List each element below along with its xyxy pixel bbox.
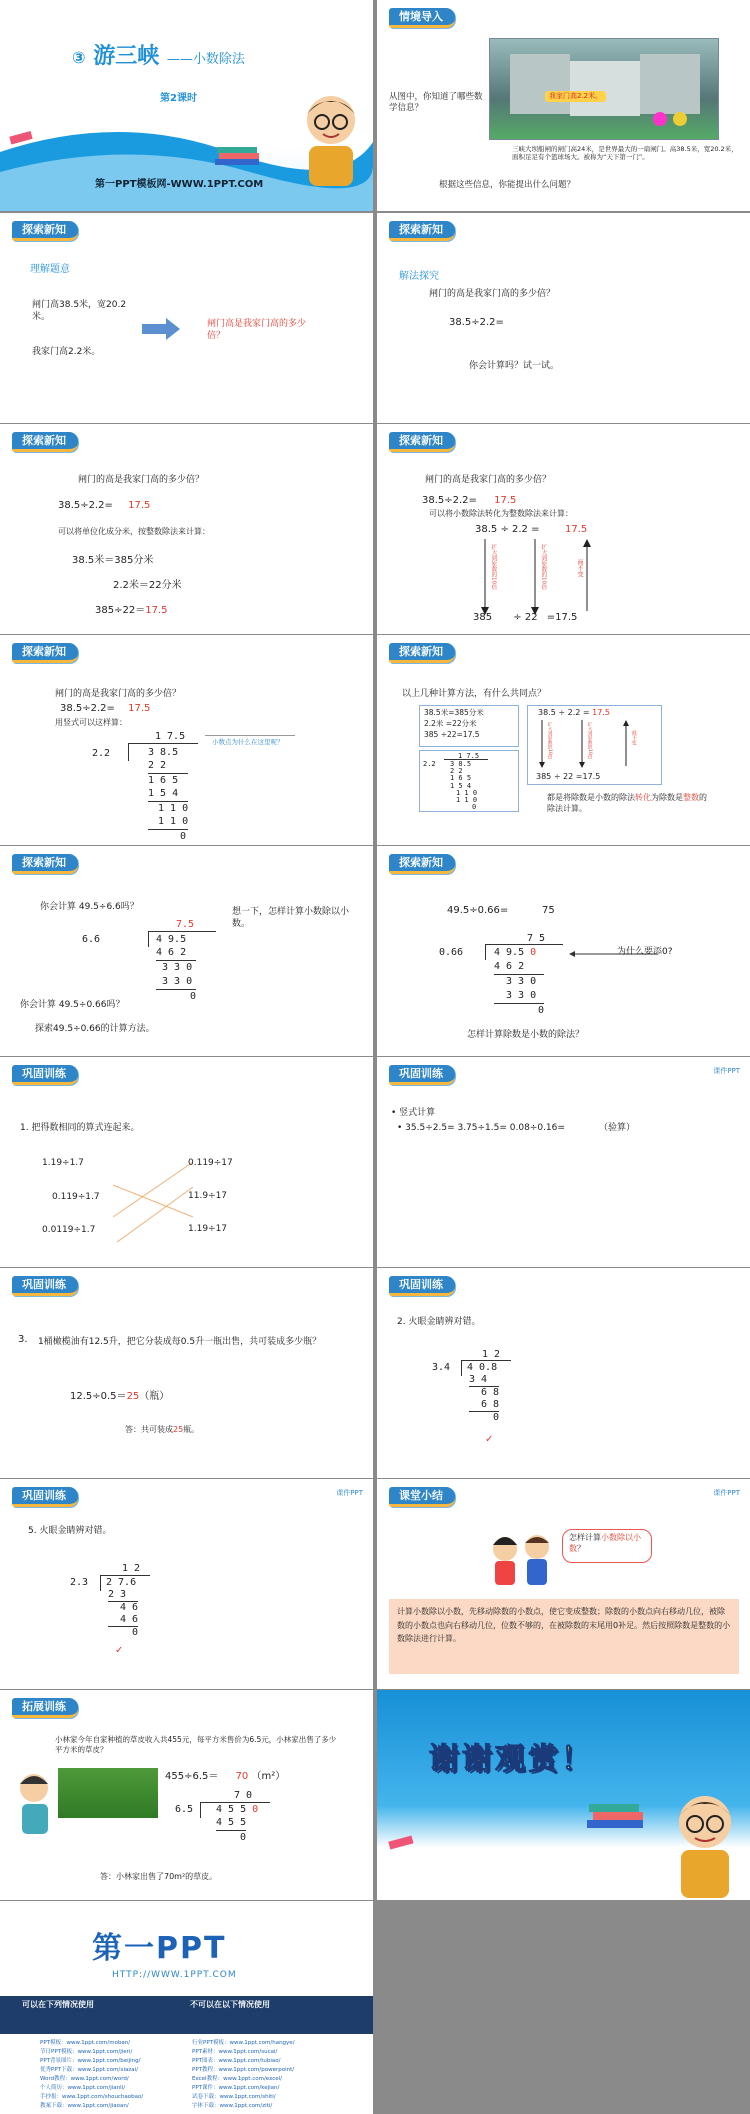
question-2: 你会计算 49.5÷0.66吗？ [20, 1000, 125, 1010]
step-row: 6 8 [481, 1387, 500, 1398]
method-box-1 [419, 705, 519, 747]
question-text: 闸门高是我家门高的多少倍？ [207, 319, 307, 342]
answer: 17.5 [494, 495, 517, 506]
method-line: 385 ÷22=17.5 [424, 729, 480, 739]
brand-url: HTTP://WWW.1PPT.COM [112, 1970, 237, 1980]
answer: 17.5 [592, 708, 610, 717]
section-badge: 巩固训练 [389, 1065, 455, 1085]
items-text: 35.5÷2.5= 3.75÷1.5= 0.08÷0.16= [405, 1123, 565, 1133]
left-expression[interactable]: 1.19÷1.7 [42, 1158, 84, 1168]
slide-8-compare [377, 635, 750, 845]
usage-banner [0, 1996, 373, 2034]
section-badge: 情境导入 [389, 8, 455, 28]
link-list-left [40, 2039, 143, 2111]
slide-7-long-division [0, 635, 373, 845]
speech-bubble [562, 1529, 652, 1563]
step-row: 1 1 0 [456, 788, 478, 797]
section-heading: 解法探究 [399, 271, 439, 282]
divisor: 2.2 [423, 760, 436, 768]
usage-forbidden: 不可以在以下情况使用 [190, 2000, 270, 2009]
expression: 38.5÷2.2= [58, 500, 113, 511]
step-row: 3 3 0 [156, 975, 196, 990]
section-badge: 探索新知 [12, 221, 78, 241]
books-icon [587, 1800, 652, 1840]
answer: 70 [235, 1771, 249, 1782]
answer-sentence: 答：小林家出售了70m²的草皮。 [100, 1872, 218, 1881]
resource-link[interactable]: Word教程：www.1ppt.com/word/ [40, 2076, 129, 2082]
footer-url: 第一PPT模板网-WWW.1PPT.COM [95, 179, 264, 190]
section-badge: 探索新知 [389, 432, 455, 452]
step-row: 2 2 [148, 759, 188, 774]
resource-link[interactable]: 优秀PPT下载：www.1ppt.com/xiazai/ [40, 2067, 139, 2073]
link-list-right [192, 2039, 295, 2111]
section-badge: 探索新知 [389, 221, 455, 241]
watermark: 课件PPT [336, 1489, 363, 1497]
integer-expression: 385÷22＝ [95, 605, 146, 616]
summary-question: 怎样计算除数是小数的除法？ [467, 1030, 585, 1040]
method-note: 用竖式可以这样算： [55, 718, 127, 727]
label-scale-1: 扩大到原数的10倍 [547, 722, 553, 760]
exercise-prompt: 5. 火眼金睛辨对错。 [28, 1526, 112, 1536]
step-row: 0 [180, 830, 187, 842]
slide-title: 游三峡 [93, 44, 160, 69]
expression: 455÷6.5＝ [165, 1771, 219, 1782]
label-scale-2: 扩大到原数的10倍 [587, 722, 593, 760]
quotient: 1 7.5 [458, 752, 480, 760]
conversion-1: 38.5米＝385分米 [72, 555, 154, 566]
scaled-result: =17.5 [546, 612, 578, 623]
label-scale-1: 扩大到原数的10倍 [490, 544, 497, 590]
bubble-keyword: 小数除以小数 [569, 1533, 641, 1553]
conclusion-keyword: 整数 [683, 793, 699, 802]
boy-icon [667, 1788, 745, 1900]
slide-16-summary [377, 1479, 750, 1689]
section-badge: 探索新知 [389, 854, 455, 874]
exercise-prompt: 2. 火眼金睛辨对错。 [397, 1317, 481, 1327]
section-badge: 巩固训练 [12, 1065, 78, 1085]
slide-19-credits [0, 1901, 373, 2114]
divisor: 6.5 [175, 1804, 194, 1815]
boy-icon [295, 88, 367, 198]
resource-link[interactable]: 节日PPT模板：www.1ppt.com/jieri/ [40, 2049, 133, 2055]
resource-link[interactable]: 手抄报：www.1ppt.com/shouchaobao/ [40, 2094, 144, 2100]
answer: 75 [542, 905, 555, 916]
exercise-items: • 35.5÷2.5= 3.75÷1.5= 0.08÷0.16= [397, 1123, 565, 1133]
step-row: 6 8 [469, 1399, 499, 1412]
intro-question: 从图中，你知道了哪些数学信息？ [389, 92, 483, 114]
resource-link[interactable]: Excel教程：www.1ppt.com/excel/ [192, 2076, 283, 2082]
conclusion-keyword: 转化 [635, 793, 651, 802]
expression: 38.5÷2.2= [449, 317, 504, 328]
step-row: 2 2 [450, 767, 463, 775]
step-row: 1 6 5 [450, 774, 472, 783]
think-prompt: 想一下，怎样计算小数除以小数。 [232, 907, 350, 930]
resource-link[interactable]: 行业PPT模板：www.1ppt.com/hangye/ [192, 2040, 295, 2046]
slide-5-unit-conversion [0, 424, 373, 634]
slide-15-error-check [0, 1479, 373, 1689]
summary-box [389, 1599, 739, 1674]
bullet-heading: • 竖式计算 [391, 1108, 436, 1118]
intro-prompt: 根据这些信息，你能提出什么问题？ [439, 180, 576, 190]
question-text: 闸门的高是我家门高的多少倍？ [55, 689, 182, 699]
slide-2-intro [377, 0, 750, 211]
known-fact-1: 闸门高38.5米，宽20.2米。 [32, 300, 127, 323]
dam-info: 三峡大坝船闸的闸门高24米，是世界最大的一扇闸门。高38.5米，宽20.2米，面积足足有个篮球场大。被称为“天下第一门”。 [512, 145, 738, 162]
step-row: 0 [538, 1005, 545, 1016]
question-text: 以上几种计算方法，有什么共同点？ [402, 689, 547, 699]
question-text: 闸门的高是我家门高的多少倍？ [425, 475, 552, 485]
divisor: 0.66 [439, 947, 464, 958]
quotient: 7 5 [527, 933, 546, 944]
try-prompt: 你会计算吗？试一试。 [469, 361, 560, 371]
decimal-point-note: 小数点为什么在这里呢？ [212, 738, 284, 746]
dam-photo [489, 38, 719, 140]
bullet-text: 竖式计算 [399, 1108, 436, 1118]
problem-text: 1桶橄榄油有12.5升，把它分装成每0.5升一瓶出售，共可装成多少瓶？ [38, 1337, 322, 1347]
lesson-number: ③ [72, 48, 86, 67]
expression: 38.5 ÷ 2.2 = [538, 708, 590, 717]
divisor: 3.4 [432, 1362, 451, 1373]
label-quotient: 商不变 [576, 559, 584, 577]
check-mark: ✓ [115, 1645, 124, 1656]
step-row: 4 5 5 [216, 1816, 246, 1831]
step-row: 3 3 0 [162, 962, 193, 973]
pencil-icon [387, 1835, 421, 1851]
thanks-text: 谢谢观赏！ [429, 1742, 594, 1777]
expression: 38.5÷2.2= [422, 495, 477, 506]
section-badge: 巩固训练 [12, 1276, 78, 1296]
method-box-2 [527, 705, 662, 785]
method-line: 2.2米 =22分米 [424, 718, 477, 728]
resource-link[interactable]: PPT素材：www.1ppt.com/sucai/ [192, 2049, 278, 2055]
dam-gate-icon [490, 39, 720, 141]
dividend: 4 0.8 [467, 1362, 498, 1373]
problem-text: 小林家今年自家种植的草皮收入共455元，每平方米售价为6.5元，小林家出售了多少平方米的草皮？ [55, 1735, 337, 1755]
arrow-right-icon [142, 318, 182, 340]
slide-9-practice [0, 846, 373, 1056]
label-scale-2: 扩大到原数的10倍 [540, 544, 547, 590]
label-quotient: 商不变 [630, 730, 637, 745]
step-row: 3 4 [469, 1374, 499, 1387]
expression: 38.5÷2.2= [60, 703, 115, 714]
expression: 49.5÷0.66= [447, 905, 509, 916]
resource-link[interactable]: PPT教程：www.1ppt.com/powerpoint/ [192, 2067, 295, 2073]
appended-zero: 0 [252, 1804, 259, 1815]
unit: （瓶） [139, 1391, 170, 1402]
pencil-icon [8, 130, 38, 146]
section-badge: 探索新知 [12, 854, 78, 874]
answer-unit: 瓶。 [183, 1425, 200, 1434]
slide-13-word-problem [0, 1268, 373, 1478]
check-note: （验算） [599, 1123, 636, 1133]
slide-14-error-check [377, 1268, 750, 1478]
resource-link[interactable]: PPT背景图片：www.1ppt.com/beijing/ [40, 2058, 141, 2064]
question-1: 你会计算 49.5÷6.6吗？ [40, 902, 139, 912]
check-mark: ✓ [485, 1434, 494, 1445]
bubble-text-end: ？ [577, 1543, 585, 1553]
dividend: 3 8.5 [148, 747, 179, 758]
resource-link[interactable]: 教案下载：www.1ppt.com/jiaoan/ [40, 2103, 129, 2109]
step-row: 3 3 0 [506, 976, 537, 987]
resource-link[interactable]: 试卷下载：www.1ppt.com/shiti/ [192, 2094, 276, 2100]
conclusion-part: 的除法计算。 [547, 793, 707, 813]
dividend: 4 9.5 [494, 947, 525, 958]
problem-number: 3. [18, 1334, 28, 1345]
slide-12-vertical-calc [377, 1057, 750, 1267]
left-expression[interactable]: 0.119÷1.7 [52, 1192, 100, 1202]
integer-answer: 17.5 [145, 605, 168, 616]
step-row: 3 3 0 [494, 989, 544, 1004]
divisor: 6.6 [82, 934, 101, 945]
answer: 17.5 [128, 500, 151, 511]
conversion-2: 2.2米＝22分米 [113, 580, 182, 591]
slide-11-matching [0, 1057, 373, 1267]
section-badge: 拓展训练 [12, 1698, 78, 1718]
appended-zero: 0 [530, 947, 537, 958]
quotient: 1 7.5 [155, 731, 186, 742]
conclusion-part: 为除数是 [651, 793, 683, 802]
question-text: 闸门的高是我家门高的多少倍？ [78, 475, 205, 485]
step-row: 4 6 [108, 1614, 138, 1627]
step-row: 0 [472, 803, 477, 812]
step-row: 4 6 2 [494, 960, 544, 975]
step-row: 0 [190, 991, 197, 1002]
watermark: 课件PPT [713, 1067, 740, 1075]
method-line: 38.5米=385分米 [424, 708, 484, 717]
question-3: 探索49.5÷0.66的计算方法。 [35, 1024, 155, 1034]
resource-link[interactable]: PPT课件：www.1ppt.com/kejian/ [192, 2085, 280, 2091]
scaled-divisor: ÷ 22 [513, 612, 538, 623]
section-badge: 探索新知 [12, 643, 78, 663]
conclusion [547, 793, 712, 815]
answer-number: 25 [173, 1425, 184, 1434]
resource-link[interactable]: 字体下载：www.1ppt.com/ziti/ [192, 2103, 273, 2109]
quotient: 7 0 [234, 1790, 253, 1801]
step-row: 1 1 0 [158, 802, 189, 814]
divisor: 2.3 [70, 1577, 89, 1588]
quotient: 7.5 [176, 919, 195, 930]
slide-4-explore [377, 213, 750, 423]
boy-icon [12, 1768, 57, 1838]
question-text: 闸门的高是我家门高的多少倍？ [429, 289, 556, 299]
step-row: 1 6 5 [148, 774, 179, 786]
section-badge: 探索新知 [12, 432, 78, 452]
slide-6-transform: 探索新知 闸门的高是我家门高的多少倍？ 38.5÷2.2= 17.5 可以将小数除法转化为整数除法来计算： 38.5 ÷ 2.2 = 17.5 扩大到原数的10倍 扩大到原数的10倍 商不变 385 ÷ 22 =17.5 [377, 424, 750, 634]
slide-17-extension [0, 1690, 373, 1900]
scaled-expression: 385 ÷ 22 =17.5 [536, 772, 601, 781]
conclusion-part: 都是将除数是小数的除法 [547, 793, 635, 802]
dividend: 4 5 5 [216, 1804, 247, 1815]
right-expression[interactable]: 11.9÷17 [188, 1191, 228, 1201]
answer: 25 [126, 1391, 140, 1402]
bubble-text: 怎样计算 [569, 1533, 601, 1542]
resource-link[interactable]: 个人简历：www.1ppt.com/jianli/ [40, 2085, 126, 2091]
right-expression[interactable]: 0.119÷17 [188, 1158, 233, 1168]
section-badge: 巩固训练 [389, 1276, 455, 1296]
right-expression[interactable]: 1.19÷17 [188, 1224, 228, 1234]
method-box-3 [419, 750, 519, 812]
known-fact-2: 我家门高2.2米。 [32, 347, 101, 357]
quotient: 1 2 [122, 1563, 141, 1574]
exercise-prompt: 1. 把得数相同的算式连起来。 [20, 1123, 140, 1133]
why-note: 为什么要添0? [617, 947, 673, 957]
section-badge: 课堂小结 [389, 1487, 455, 1507]
grass-photo [58, 1768, 158, 1818]
section-badge: 探索新知 [389, 643, 455, 663]
step-row: 1 5 4 [450, 781, 472, 790]
slide-3-understand [0, 213, 373, 423]
slide-subtitle: ——小数除法 [166, 52, 245, 67]
answer: 17.5 [128, 703, 151, 714]
divisor: 2.2 [92, 748, 111, 759]
step-row: 2 3 [108, 1589, 138, 1602]
slide-18-thanks [377, 1690, 750, 1900]
step-row: 0 [132, 1627, 139, 1638]
answer-top: 17.5 [565, 524, 588, 535]
resource-link[interactable]: PPT模板：www.1ppt.com/moban/ [40, 2040, 131, 2046]
step-row: 4 6 2 [156, 946, 196, 961]
slide-10-add-zero [377, 846, 750, 1056]
dividend: 2 7.6 [106, 1577, 137, 1588]
step-row: 4 6 [120, 1602, 139, 1613]
slide-1-title [0, 0, 373, 211]
lesson-period: 第2课时 [160, 93, 197, 104]
step-row: 1 1 0 [148, 815, 188, 830]
brand-logo: 第一PPT [92, 1931, 227, 1966]
method-note: 可以将小数除法转化为整数除法来计算： [429, 509, 573, 518]
unit: （m²） [251, 1771, 286, 1782]
answer-sentence: 答：共可装成 [125, 1425, 173, 1434]
step-row: 0 [240, 1832, 247, 1843]
photo-label: 我家门高2.2米。 [545, 91, 606, 102]
watermark: 课件PPT [713, 1489, 740, 1497]
books-icon [215, 145, 265, 167]
section-heading: 理解题意 [30, 264, 70, 275]
expression: 12.5÷0.5＝ [70, 1391, 127, 1402]
left-expression[interactable]: 0.0119÷1.7 [42, 1225, 96, 1235]
step-row: 0 [493, 1412, 500, 1423]
matching-lines [105, 1157, 200, 1242]
dividend: 4 9.5 [156, 934, 187, 945]
method-note: 可以将单位化成分米，按整数除法来计算： [58, 527, 210, 536]
step-row: 1 5 4 [148, 787, 188, 802]
usage-allowed: 可以在下列情况使用 [22, 2000, 94, 2009]
section-badge: 巩固训练 [12, 1487, 78, 1507]
quotient: 1 2 [482, 1349, 501, 1360]
children-icon [485, 1529, 560, 1589]
summary-text: 计算小数除以小数，先移动除数的小数点，使它变成整数；除数的小数点向右移动几位，被除数的小数点也向右移动几位，位数不够的，在被除数的末尾用0补足。然后按照除数是整数的小数除法进行计算。 [397, 1607, 731, 1644]
dividend: 3 8.5 [450, 760, 472, 768]
resource-link[interactable]: PPT图表：www.1ppt.com/tubiao/ [192, 2058, 281, 2064]
step-row: 1 1 0 [456, 796, 478, 805]
scaled-dividend: 385 [473, 612, 493, 623]
